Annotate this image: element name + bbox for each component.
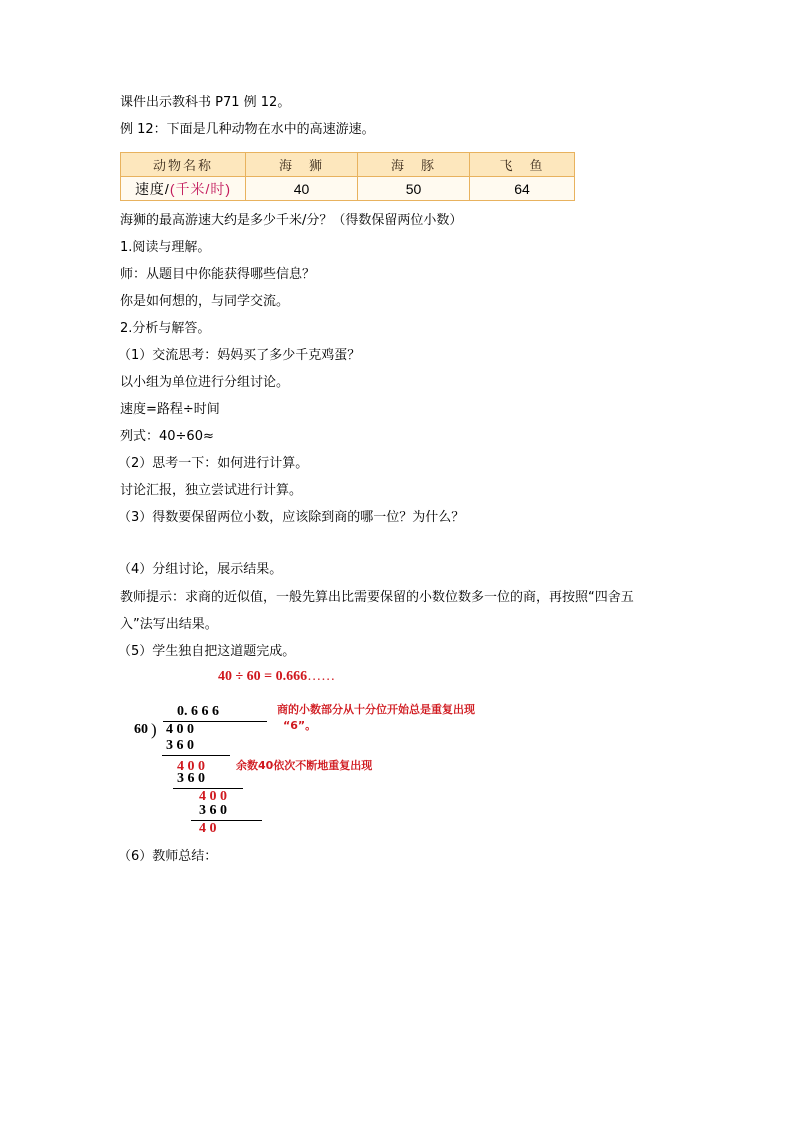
table-header-row (121, 153, 575, 177)
equation-ellipsis: …… (307, 669, 336, 684)
text-line-10: 速度=路程÷时间 (120, 402, 220, 417)
text-line-14: （3）得数要保留两位小数，应该除到商的哪一位？为什么？ (118, 510, 465, 525)
quotient: 0. 6 6 6 (177, 704, 219, 719)
dividend: 4 0 0 (166, 722, 194, 737)
text-line-4: 1.阅读与理解。 (120, 240, 211, 255)
equation-main: 40 ÷ 60 = 0.666 (218, 669, 308, 684)
text-line-9: 以小组为单位进行分组讨论。 (120, 375, 290, 390)
remainder-2: 4 0 0 (199, 789, 227, 804)
subtract-step-1: 3 6 0 (166, 738, 194, 753)
subtract-step-3: 3 6 0 (199, 803, 227, 818)
row-label: 速度/ (134, 180, 170, 197)
text-line-11: 列式：40÷60≈ (120, 429, 214, 444)
division-equation (218, 669, 335, 685)
table-header-cell: 动物名称 (121, 153, 246, 177)
division-bracket: ) (151, 720, 157, 739)
table-header-cell: 飞 鱼 (470, 153, 575, 177)
text-line-17: 入”法写出结果。 (120, 617, 218, 632)
text-line-1: 课件出示教科书 P71 例 12。 (120, 95, 291, 110)
text-line-12: （2）思考一下：如何进行计算。 (118, 456, 309, 471)
text-line-2: 例 12：下面是几种动物在水中的高速游速。 (120, 122, 375, 137)
note-repeating-remainder: 余数40依次不断地重复出现 (236, 759, 373, 772)
text-line-7: 2.分析与解答。 (120, 321, 211, 336)
table-header-cell: 海 豚 (358, 153, 470, 177)
table-row (121, 177, 575, 201)
divisor: 60 (134, 722, 148, 737)
subtract-step-2: 3 6 0 (177, 771, 205, 786)
text-line-8: （1）交流思考：妈妈买了多少千克鸡蛋？ (118, 348, 361, 363)
table-cell: 50 (358, 177, 470, 201)
subtract-line-1 (162, 755, 230, 756)
row-unit: (千米/时) (169, 180, 232, 197)
table-row-label (121, 177, 246, 201)
text-line-18: （5）学生独自把这道题完成。 (118, 644, 296, 659)
text-line-16: 教师提示：求商的近似值，一般先算出比需要保留的小数位数多一位的商，再按照“四舍五 (120, 590, 634, 605)
text-line-6: 你是如何想的，与同学交流。 (120, 294, 290, 309)
text-line-13: 讨论汇报，独立尝试进行计算。 (120, 483, 303, 498)
table-cell: 40 (246, 177, 358, 201)
text-line-15: （4）分组讨论，展示结果。 (118, 562, 283, 577)
text-line-5: 师：从题目中你能获得哪些信息？ (120, 267, 316, 282)
note-repeating-digit: “6”。 (283, 719, 317, 732)
text-line-3: 海狮的最高游速大约是多少千米/分？（得数保留两位小数） (120, 213, 463, 228)
text-line-19: （6）教师总结： (118, 849, 218, 864)
note-repeating-quotient: 商的小数部分从十分位开始总是重复出现 (277, 703, 475, 716)
remainder-1: 4 0 0 (177, 759, 205, 774)
table-header-cell: 海 狮 (246, 153, 358, 177)
speed-table (120, 152, 575, 201)
remainder-3: 4 0 (199, 821, 217, 836)
table-cell: 64 (470, 177, 575, 201)
